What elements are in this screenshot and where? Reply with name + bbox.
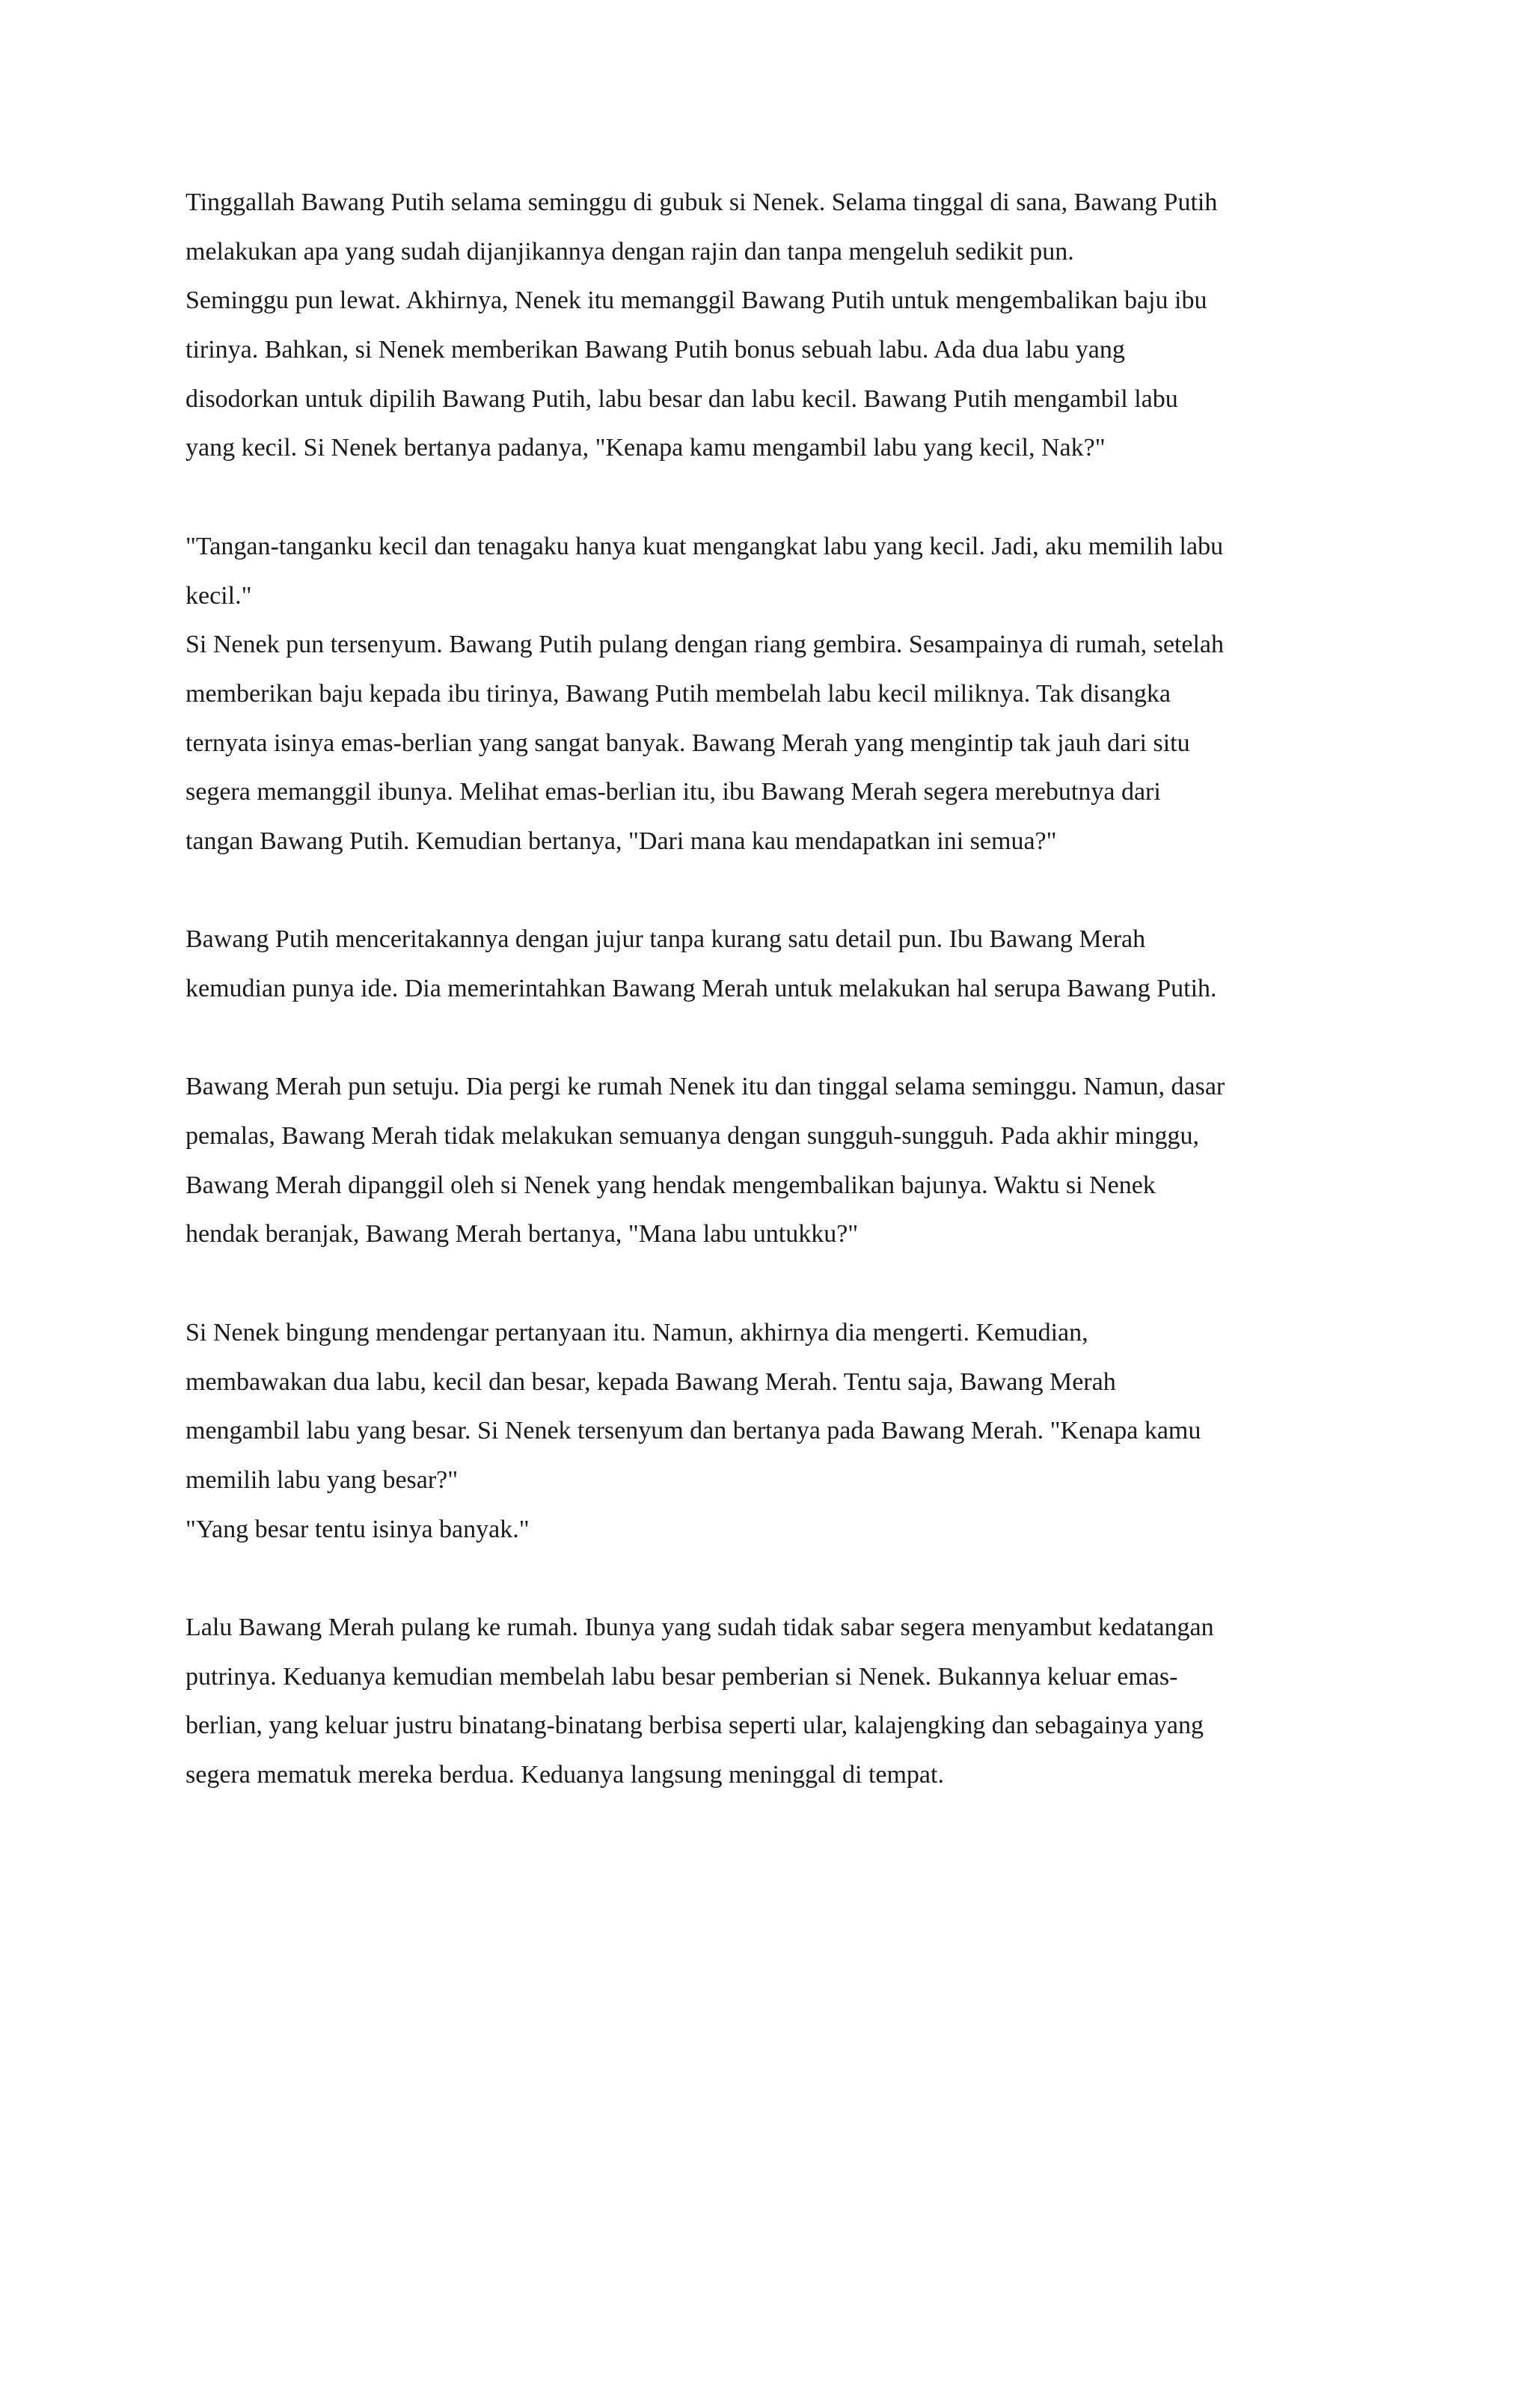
paragraph-spacer [186, 473, 1352, 522]
text-line: hendak beranjak, Bawang Merah bertanya, "Mana labu untukku?" [186, 1220, 859, 1249]
text-line: yang kecil. Si Nenek bertanya padanya, "Kenapa kamu mengambil labu yang kecil, Nak?" [186, 434, 1106, 462]
paragraph [186, 1062, 1352, 1259]
text-line: pemalas, Bawang Merah tidak melakukan semuanya dengan sungguh-sungguh. Pada akhir minggu, [186, 1122, 1199, 1151]
document-body [186, 178, 1352, 1800]
text-line: Bawang Merah pun setuju. Dia pergi ke rumah Nenek itu dan tinggal selama seminggu. Namun, dasar [186, 1073, 1225, 1101]
text-line: Bawang Merah dipanggil oleh si Nenek yang hendak mengembalikan bajunya. Waktu si Nenek [186, 1171, 1156, 1199]
text-line: memilih labu yang besar?" [186, 1465, 459, 1494]
paragraph [186, 522, 1352, 866]
paragraph-spacer [186, 1554, 1352, 1603]
text-line: tirinya. Bahkan, si Nenek memberikan Bawang Putih bonus sebuah labu. Ada dua labu yang [186, 336, 1125, 364]
text-line: Seminggu pun lewat. Akhirnya, Nenek itu memanggil Bawang Putih untuk mengembalikan baju ibu [186, 287, 1207, 315]
text-line: Si Nenek bingung mendengar pertanyaan itu. Namun, akhirnya dia mengerti. Kemudian, [186, 1318, 1088, 1347]
text-line: segera memanggil ibunya. Melihat emas-berlian itu, ibu Bawang Merah segera merebutnya dari [186, 778, 1161, 806]
text-line: melakukan apa yang sudah dijanjikannya dengan rajin dan tanpa mengeluh sedikit pun. [186, 237, 1074, 266]
paragraph-spacer [186, 866, 1352, 916]
text-line: Tinggallah Bawang Putih selama seminggu di gubuk si Nenek. Selama tinggal di sana, Bawang Putih [186, 189, 1218, 216]
paragraph-spacer [186, 1259, 1352, 1308]
paragraph [186, 1308, 1352, 1554]
text-line: membawakan dua labu, kecil dan besar, kepada Bawang Merah. Tentu saja, Bawang Merah [186, 1367, 1116, 1396]
text-line: "Yang besar tentu isinya banyak." [186, 1515, 530, 1543]
text-line: tangan Bawang Putih. Kemudian bertanya, "Dari mana kau mendapatkan ini semua?" [186, 827, 1057, 855]
text-line: "Tangan-tanganku kecil dan tenagaku hanya kuat mengangkat labu yang kecil. Jadi, aku memilih labu [186, 532, 1224, 560]
text-line: Si Nenek pun tersenyum. Bawang Putih pulang dengan riang gembira. Sesampainya di rumah, setelah [186, 631, 1225, 659]
text-line: berlian, yang keluar justru binatang-binatang berbisa seperti ular, kalajengking dan sebagainya yang [186, 1712, 1204, 1740]
paragraph-spacer [186, 1014, 1352, 1063]
paragraph [186, 1603, 1352, 1800]
text-line: memberikan baju kepada ibu tirinya, Bawang Putih membelah labu kecil miliknya. Tak disangka [186, 679, 1171, 708]
text-line: Bawang Putih menceritakannya dengan jujur tanpa kurang satu detail pun. Ibu Bawang Merah [186, 925, 1146, 954]
text-line: disodorkan untuk dipilih Bawang Putih, labu besar dan labu kecil. Bawang Putih mengambil labu [186, 385, 1178, 413]
text-line: mengambil labu yang besar. Si Nenek tersenyum dan bertanya pada Bawang Merah. "Kenapa kamu [186, 1417, 1201, 1445]
text-line: Lalu Bawang Merah pulang ke rumah. Ibunya yang sudah tidak sabar segera menyambut kedatangan [186, 1613, 1214, 1641]
text-line: segera mematuk mereka berdua. Keduanya langsung meninggal di tempat. [186, 1761, 944, 1789]
text-line: ternyata isinya emas-berlian yang sangat banyak. Bawang Merah yang mengintip tak jauh dari situ [186, 729, 1190, 757]
text-line: kecil." [186, 581, 252, 610]
paragraph [186, 915, 1352, 1013]
text-line: putrinya. Keduanya kemudian membelah labu besar pemberian si Nenek. Bukannya keluar emas- [186, 1662, 1178, 1691]
paragraph [186, 178, 1352, 473]
text-line: kemudian punya ide. Dia memerintahkan Bawang Merah untuk melakukan hal serupa Bawang Putih. [186, 975, 1217, 1002]
